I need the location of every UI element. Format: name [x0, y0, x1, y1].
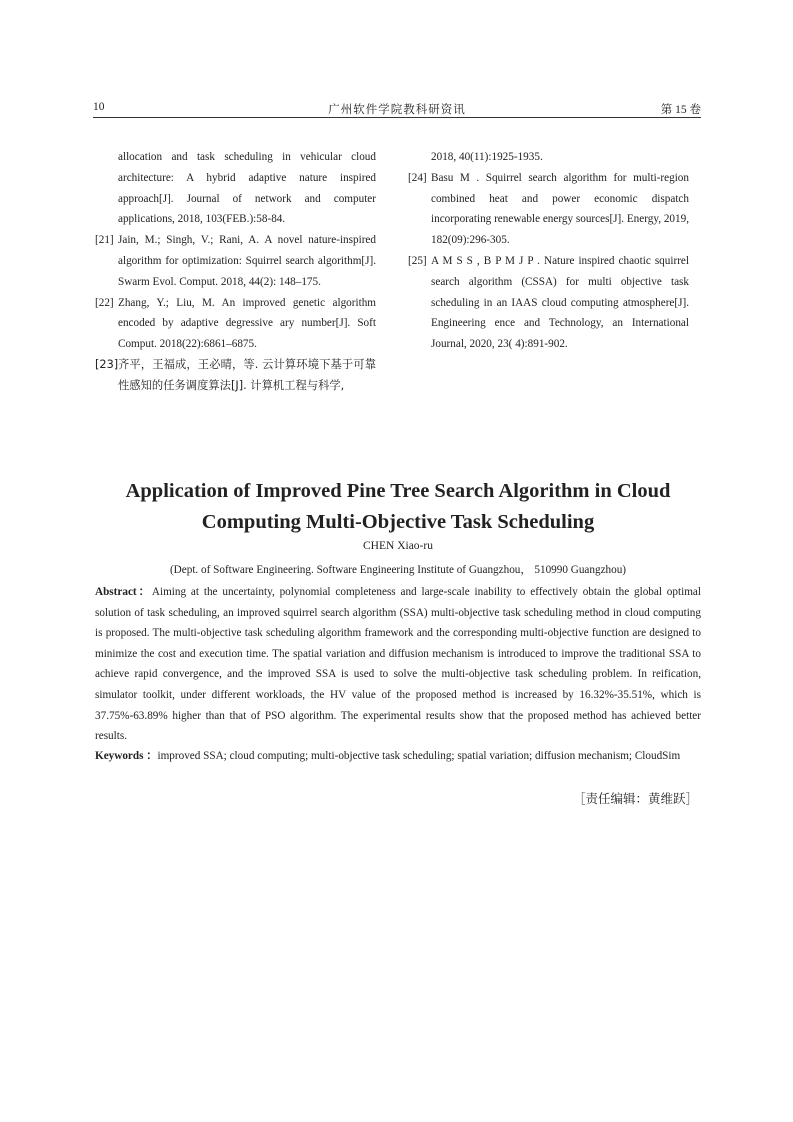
reference-text: allocation and task scheduling in vehicular cloud architecture: A hybrid adaptive nature inspired approach[J]. Journal of network and computer applications, 2018, 103(FEB.):58-84. — [118, 151, 376, 226]
reference-number: [24] — [408, 171, 427, 184]
reference-item — [408, 147, 689, 168]
reference-text: A M S S , B P M J P . Nature inspired chaotic squirrel search algorithm (CSSA) for multi objective task scheduling in an IAAS cloud computing atmosphere[J]. Engineering ence and Technology, an International Journal, 2020, 23( 4):891-902. — [431, 254, 689, 351]
reference-item — [95, 230, 376, 292]
reference-number: [23] — [95, 357, 119, 371]
reference-item — [95, 147, 376, 230]
reference-number: [22] — [95, 296, 114, 309]
keywords — [95, 746, 701, 767]
title-line: Application of Improved Pine Tree Search Algorithm in Cloud — [125, 480, 671, 502]
reference-text: Basu M . Squirrel search algorithm for multi-region combined heat and power economic dispatch incorporating renewable energy sources[J]. Energy, 2019, 182(09):296-305. — [431, 171, 689, 247]
affiliation: (Dept. of Software Engineering. Software Engineering Institute of Guangzhou， 510990 Guangzhou) — [169, 564, 627, 576]
reference-text: 齐平，王福成，王必晴，等. 云计算环境下基于可靠性感知的任务调度算法[J]. 计算机工程与科学, — [118, 357, 376, 392]
abstract-label: Abstract： — [95, 586, 152, 598]
references-column-right — [408, 147, 689, 355]
keywords-label: Keywords ： — [95, 750, 158, 762]
reference-text: Jain, M.; Singh, V.; Rani, A. A novel nature-inspired algorithm for optimization: Squirrel search algorithm[J]. Swarm Evol. Comput. 2018, 44(2): 148–175. — [118, 234, 376, 288]
keywords-text: improved SSA; cloud computing; multi-objective task scheduling; spatial variation; diffusion mechanism; CloudSim — [157, 750, 681, 762]
author-name: CHEN Xiao-ru — [363, 540, 433, 552]
references-column-left — [95, 147, 376, 397]
reference-text: Zhang, Y.; Liu, M. An improved genetic algorithm encoded by adaptive degressive ary number[J]. Soft Comput. 2018(22):6861–6875. — [118, 296, 376, 351]
reference-item — [95, 293, 376, 355]
reference-number: [21] — [95, 234, 114, 247]
reference-item — [408, 251, 689, 355]
reference-item — [95, 355, 376, 397]
abstract-text: Aiming at the uncertainty, polynomial completeness and large-scale inability to effectively obtain the global optimal solution of task scheduling, an improved squirrel search algorithm (SSA) multi-objective task scheduling method in cloud computing is proposed. The multi-objective task scheduling algorithm framework and the corresponding multi-objective function are designed to minimize the cost and execution time. The spatial variation and diffusion mechanism is introduced to improve the traditional SSA to achieve rapid convergence, and the improved SSA is used to solve the multi-objective task scheduling problem. In reification, simulator toolkit, under different workloads, the HV value of the proposed method is increased by 16.32%-35.51%, which is 37.75%-63.89% higher than that of PSO algorithm. The experimental results show that the proposed method has achieved better results. — [95, 586, 701, 743]
reference-number: [25] — [408, 254, 427, 267]
english-title — [95, 476, 701, 538]
volume-label: 第 15 卷 — [660, 104, 701, 116]
journal-title: 广州软件学院教科研资讯 — [328, 104, 466, 116]
editor-note: ［责任编辑：黄维跃］ — [572, 791, 698, 806]
reference-item — [408, 168, 689, 251]
running-header — [93, 97, 701, 118]
reference-text: 2018, 40(11):1925-1935. — [431, 151, 543, 163]
page-number: 10 — [93, 101, 105, 113]
title-line: Computing Multi-Objective Task Scheduling — [201, 511, 595, 533]
abstract — [95, 582, 701, 747]
